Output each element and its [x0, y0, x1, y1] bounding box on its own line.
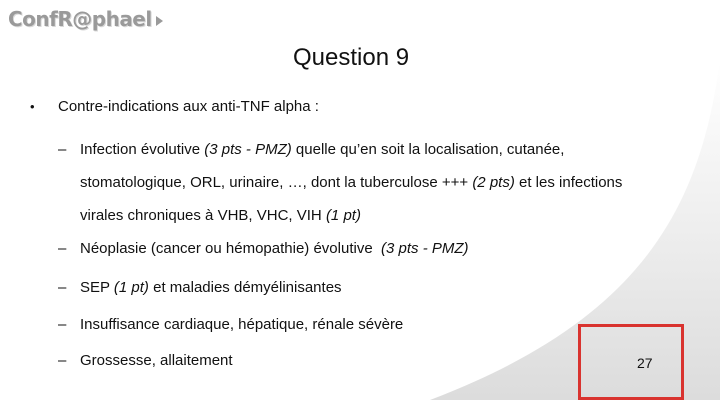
dash-icon: – — [58, 316, 67, 333]
item-points: (1 pt) — [113, 279, 149, 296]
item-text: virales chroniques à VHB, VHC, VIH — [80, 207, 326, 224]
item-text: Insuffisance cardiaque, hépatique, rénale sévère — [80, 316, 404, 333]
dash-icon: – — [58, 141, 67, 158]
page-number: 27 — [637, 355, 653, 371]
item-text: Infection évolutive — [80, 141, 205, 158]
item-text: stomatologique, ORL, urinaire, …, dont la tuberculose +++ — [80, 174, 473, 191]
item-text: et maladies démyélinisantes — [148, 279, 342, 296]
item-points: (3 pts - PMZ) — [204, 141, 292, 158]
slide-title: Question 9 — [293, 44, 410, 71]
list-item — [58, 232, 698, 265]
main-bullet — [30, 98, 319, 115]
item-points: (3 pts - PMZ) — [381, 240, 469, 257]
bullet-dot-icon: • — [30, 99, 35, 114]
main-bullet-text: Contre-indications aux anti-TNF alpha : — [58, 98, 319, 115]
item-points: (1 pt) — [325, 207, 361, 224]
logo — [8, 6, 163, 32]
dash-icon: – — [58, 240, 67, 257]
item-text: et les infections — [514, 174, 623, 191]
page-number-frame — [578, 324, 684, 400]
item-text: quelle qu’en soit la localisation, cutanée, — [291, 141, 565, 158]
dash-icon: – — [58, 279, 67, 296]
logo-arrow-icon — [156, 16, 163, 26]
item-text: SEP — [80, 279, 114, 296]
list-item — [58, 133, 698, 232]
item-text: Grossesse, allaitement — [80, 352, 233, 369]
item-points: (2 pts) — [472, 174, 515, 191]
logo-text: ConfR@phael — [8, 7, 152, 31]
item-text: Néoplasie (cancer ou hémopathie) évolutive — [80, 240, 382, 257]
dash-icon: – — [58, 352, 67, 369]
list-item — [58, 271, 698, 304]
